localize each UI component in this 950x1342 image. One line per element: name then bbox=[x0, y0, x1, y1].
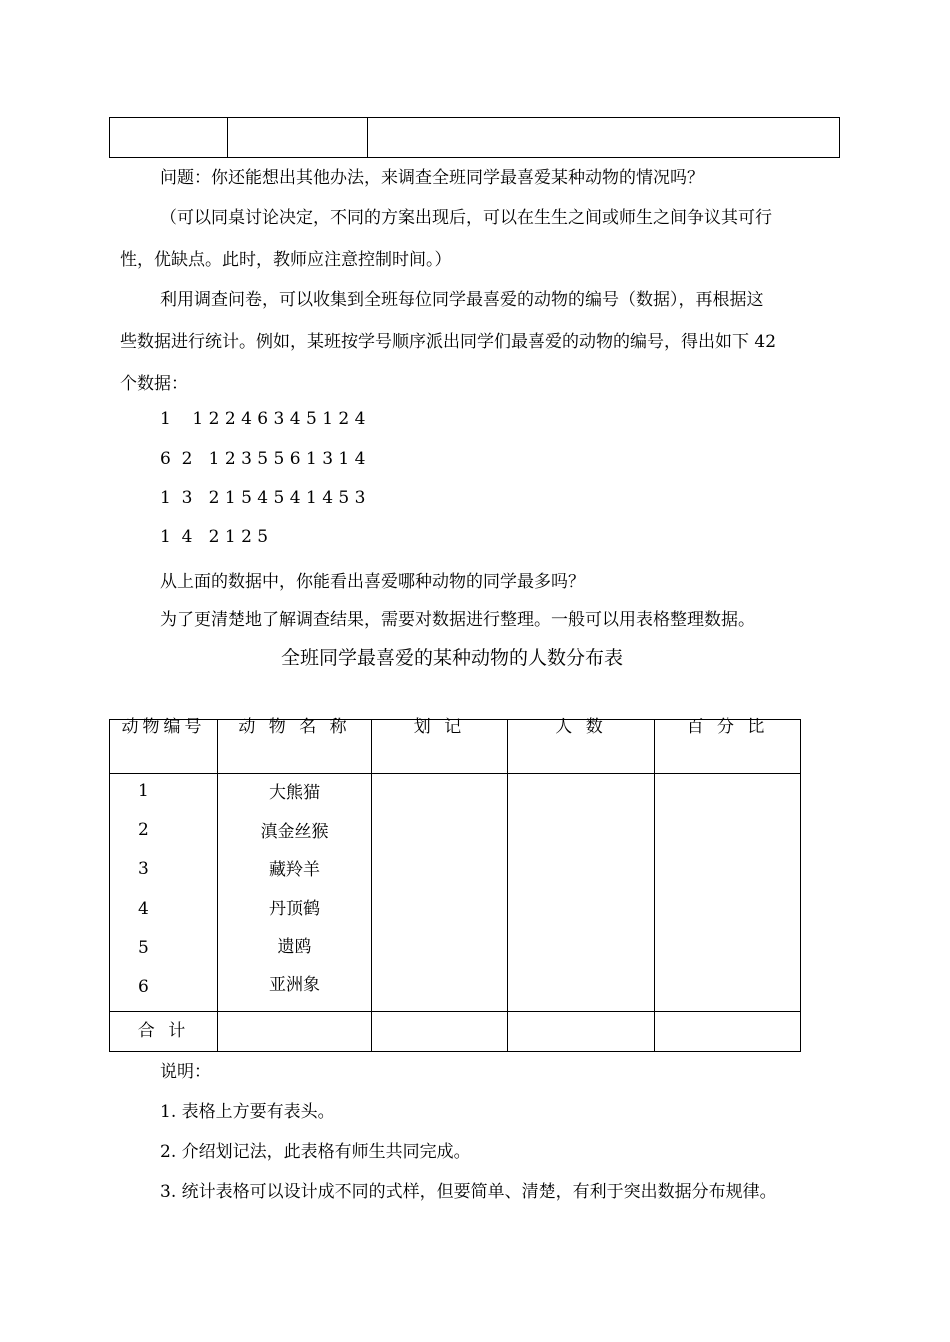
total-cell bbox=[508, 1012, 655, 1052]
header-cell: 划 记 bbox=[372, 720, 508, 774]
data-row: 6 2 1 2 3 5 5 6 1 3 1 4 bbox=[160, 449, 366, 469]
table-body-row bbox=[110, 774, 801, 1012]
total-label-cell bbox=[110, 1012, 218, 1052]
animal-number: 1 bbox=[138, 781, 149, 801]
note-line-1: （可以同桌讨论决定，不同的方案出现后，可以在生生之间或师生之间争议其可行 bbox=[160, 208, 772, 228]
question-2: 从上面的数据中，你能看出喜爱哪种动物的同学最多吗？ bbox=[160, 572, 585, 592]
animal-number: 3 bbox=[138, 859, 149, 879]
animal-name: 滇金丝猴 bbox=[260, 822, 329, 842]
total-cell bbox=[655, 1012, 801, 1052]
explain-item: 1. 表格上方要有表头。 bbox=[160, 1102, 335, 1122]
data-row: 1 3 2 1 5 4 5 4 1 4 5 3 bbox=[160, 488, 366, 508]
paragraph-line-1: 利用调查问卷，可以收集到全班每位同学最喜爱的动物的编号（数据），再根据这 bbox=[160, 290, 764, 310]
number-column bbox=[110, 774, 218, 1012]
animal-number: 6 bbox=[138, 977, 149, 997]
header-cell: 人 数 bbox=[508, 720, 655, 774]
table-title: 全班同学最喜爱的某种动物的人数分布表 bbox=[281, 647, 624, 669]
total-cell bbox=[372, 1012, 508, 1052]
total-label: 合 计 bbox=[137, 1021, 190, 1041]
distribution-table bbox=[109, 719, 801, 1052]
top-table-cell bbox=[228, 118, 368, 157]
top-table-fragment bbox=[109, 117, 840, 158]
animal-name: 藏羚羊 bbox=[269, 860, 320, 880]
top-table-cell bbox=[110, 118, 228, 157]
name-column bbox=[218, 774, 372, 1012]
question-text: 问题：你还能想出其他办法，来调查全班同学最喜爱某种动物的情况吗？ bbox=[160, 168, 704, 188]
note-line-2: 性，优缺点。此时，教师应注意控制时间。） bbox=[120, 250, 452, 270]
header-cell: 百 分 比 bbox=[655, 720, 801, 774]
table-header-row bbox=[110, 720, 801, 774]
data-row: 1 4 2 1 2 5 bbox=[160, 527, 269, 547]
animal-name: 遗鸥 bbox=[277, 937, 312, 957]
organize-text: 为了更清楚地了解调查结果，需要对数据进行整理。一般可以用表格整理数据。 bbox=[160, 610, 755, 630]
header-cell: 动物编号 bbox=[110, 720, 218, 774]
explain-item: 2. 介绍划记法，此表格有师生共同完成。 bbox=[160, 1142, 471, 1162]
animal-number: 5 bbox=[138, 938, 149, 958]
data-row: 1 1 2 2 4 6 3 4 5 1 2 4 bbox=[160, 409, 366, 429]
tally-column bbox=[372, 774, 508, 1012]
explain-item: 3. 统计表格可以设计成不同的式样，但要简单、清楚，有利于突出数据分布规律。 bbox=[160, 1182, 777, 1202]
animal-name: 丹顶鹤 bbox=[269, 899, 320, 919]
count-column bbox=[508, 774, 655, 1012]
paragraph-line-2: 些数据进行统计。例如，某班按学号顺序派出同学们最喜爱的动物的编号，得出如下 42 bbox=[120, 332, 777, 352]
total-cell bbox=[218, 1012, 372, 1052]
animal-number: 4 bbox=[138, 899, 149, 919]
paragraph-line-3: 个数据： bbox=[120, 374, 188, 394]
animal-name: 亚洲象 bbox=[269, 975, 320, 995]
top-table-cell bbox=[368, 118, 839, 157]
explain-label: 说明： bbox=[160, 1062, 211, 1082]
table-total-row bbox=[110, 1012, 801, 1052]
animal-number: 2 bbox=[138, 820, 149, 840]
header-cell: 动 物 名 称 bbox=[218, 720, 372, 774]
animal-name: 大熊猫 bbox=[269, 783, 320, 803]
percent-column bbox=[655, 774, 801, 1012]
